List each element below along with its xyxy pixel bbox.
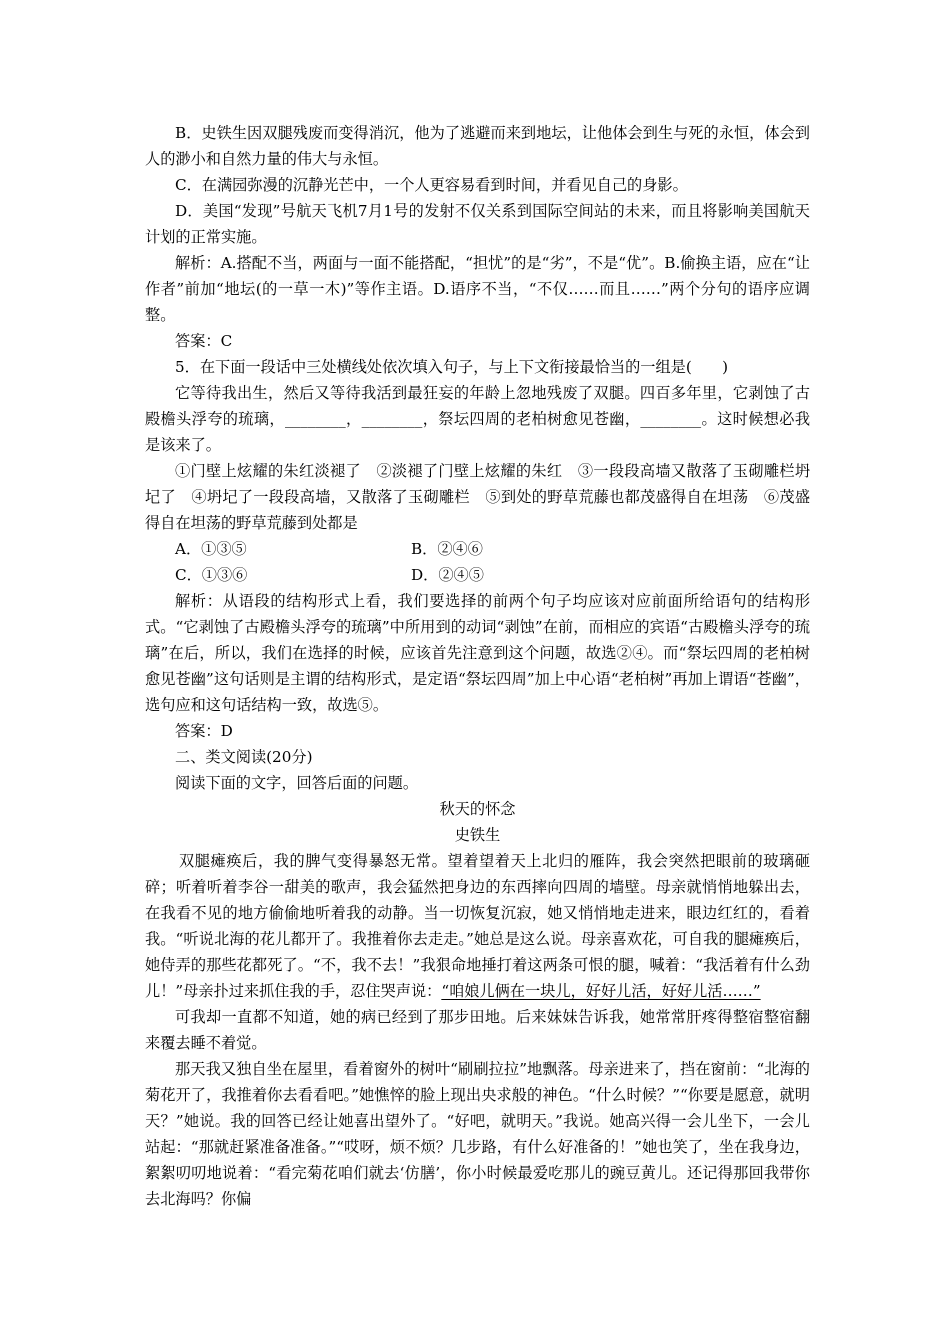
q4-option-d: D．美国“发现”号航天飞机7月1号的发射不仅关系到国际空间站的未来，而且将影响美国航天计划的正常实施。 [145, 202, 810, 246]
q5-analysis: 解析：从语段的结构形式上看，我们要选择的前两个句子均应该对应前面所给语句的结构形式。“它剥蚀了古殿檐头浮夸的琉璃”中所用到的动词“剥蚀”在前，而相应的宾语“古殿檐头浮夸的琉璃”在后，所以，我们在选择的时候，应该首先注意到这个问题，故选②④。而“祭坛四周的老柏树愈见苍幽”这句话则是主谓的结构形式，是定语“祭坛四周”加上中心语“老柏树”再加上谓语“苍幽”，选句应和这句话结构一致，故选⑤。 [145, 592, 810, 714]
q4-answer: 答案：C [175, 332, 233, 350]
document-page [145, 120, 810, 1212]
q4-option-b: B．史铁生因双腿残废而变得消沉，他为了逃避而来到地坛，让他体会到生与死的永恒，体会到人的渺小和自然力量的伟大与永恒。 [145, 124, 810, 168]
q5-choices: ①门壁上炫耀的朱红淡褪了 ②淡褪了门壁上炫耀的朱红 ③一段段高墙又散落了玉砌雕栏坍圮了 ④坍圮了一段段高墙，又散落了玉砌雕栏 ⑤到处的野草荒藤也都茂盛得自在坦荡 ⑥茂盛得自在坦荡的野草荒藤到处都是 [145, 462, 810, 532]
article-paragraph-1 [145, 848, 810, 1004]
q5-options-row-1 [145, 536, 810, 562]
article-title: 秋天的怀念 [439, 800, 516, 818]
q4-analysis: 解析：A.搭配不当，两面与一面不能搭配，“担忧”的是“劣”，不是“优”。B.偷换主语，应在“让作者”前加“地坛(的一草一木)”等作主语。D.语序不当，“不仅……而且……”两个分句的语序应调整。 [145, 254, 810, 324]
q5-option-c: C．①③⑥ [175, 566, 248, 584]
q4-option-c: C．在满园弥漫的沉静光芒中，一个人更容易看到时间，并看见自己的身影。 [175, 176, 688, 194]
q5-option-a: A．①③⑤ [175, 540, 247, 558]
article-paragraph-1-text: 双腿瘫痪后，我的脾气变得暴怒无常。望着望着天上北归的雁阵，我会突然把眼前的玻璃砸碎；听着听着李谷一甜美的歌声，我会猛然把身边的东西摔向四周的墙壁。母亲就悄悄地躲出去，在我看不见的地方偷偷地听着我的动静。当一切恢复沉寂，她又悄悄地走进来，眼边红红的，看着我。“听说北海的花儿都开了。我推着你去走走。”她总是这么说。母亲喜欢花，可自我的腿瘫痪后，她侍弄的那些花都死了。“不，我不去！”我狠命地捶打着这两条可恨的腿，喊着：“我活着有什么劲儿！”母亲扑过来抓住我的手，忍住哭声说： [145, 852, 810, 1000]
q5-option-d: D．②④⑤ [411, 566, 484, 584]
section-instruction: 阅读下面的文字，回答后面的问题。 [175, 774, 418, 792]
article-underlined-quote: “咱娘儿俩在一块儿，好好儿活，好好儿活……” [441, 982, 761, 1000]
q5-options-row-2 [145, 562, 810, 588]
article-paragraph-2: 可我却一直都不知道，她的病已经到了那步田地。后来妹妹告诉我，她常常肝疼得整宿整宿翻来覆去睡不着觉。 [145, 1008, 810, 1052]
q5-answer: 答案：D [175, 722, 233, 740]
article-author: 史铁生 [454, 826, 501, 844]
q5-option-b: B．②④⑥ [411, 540, 483, 558]
q5-passage: 它等待我出生，然后又等待我活到最狂妄的年龄上忽地残废了双腿。四百多年里，它剥蚀了古殿檐头浮夸的琉璃，________，________，祭坛四周的老柏树愈见苍幽，________。这时候想必我是该来了。 [145, 384, 810, 454]
q5-stem: 5．在下面一段话中三处横线处依次填入句子，与上下文衔接最恰当的一组是( ) [175, 358, 729, 376]
article-paragraph-3: 那天我又独自坐在屋里，看着窗外的树叶“刷刷拉拉”地飘落。母亲进来了，挡在窗前：“北海的菊花开了，我推着你去看看吧。”她憔悴的脸上现出央求般的神色。“什么时候？”“你要是愿意，就明天？”她说。我的回答已经让她喜出望外了。“好吧，就明天。”我说。她高兴得一会儿坐下，一会儿站起：“那就赶紧准备准备。”“哎呀，烦不烦？几步路，有什么好准备的！”她也笑了，坐在我身边，絮絮叨叨地说着：“看完菊花咱们就去‘仿膳’，你小时候最爱吃那儿的豌豆黄儿。还记得那回我带你去北海吗？你偏 [145, 1060, 810, 1208]
section-heading: 二、类文阅读(20分) [175, 748, 313, 766]
